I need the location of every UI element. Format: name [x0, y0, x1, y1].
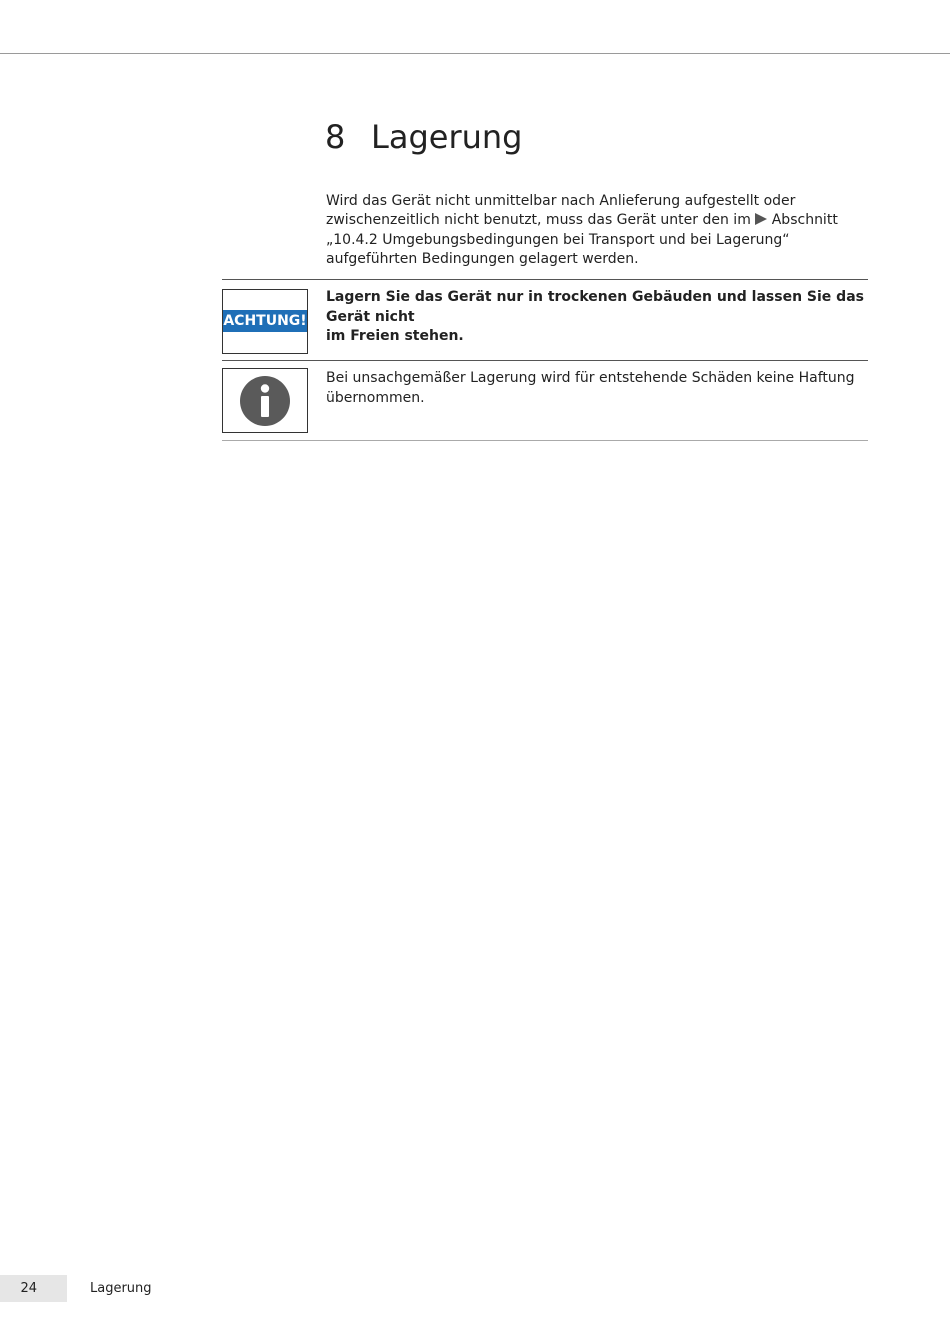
info-top-rule — [222, 360, 868, 361]
chapter-number: 8 — [325, 118, 346, 156]
footer-section-label: Lagerung — [90, 1281, 152, 1296]
chapter-title: Lagerung — [371, 118, 523, 156]
page-number: 24 — [20, 1281, 38, 1296]
info-text — [326, 369, 866, 408]
warning-top-rule — [222, 279, 868, 280]
intro-line-3: „10.4.2 Umgebungsbedingungen bei Transport und bei Lagerung“ — [326, 231, 790, 248]
cross-reference-link[interactable]: Abschnitt — [771, 212, 838, 229]
intro-line-1: Wird das Gerät nicht unmittelbar nach Anlieferung aufgestellt oder — [326, 193, 796, 209]
intro-line-4: aufgeführten Bedingungen gelagert werden. — [326, 250, 639, 267]
info-text-line-1: Bei unsachgemäßer Lagerung wird für entstehende Schäden keine Haftung — [326, 370, 855, 386]
warning-text — [326, 288, 866, 347]
warning-text-line-2: im Freien stehen. — [326, 328, 464, 344]
info-bottom-rule — [222, 440, 868, 441]
info-symbol-box — [222, 368, 308, 433]
info-icon — [240, 376, 290, 426]
info-text-line-2: übernommen. — [326, 389, 425, 406]
page-number-box — [0, 1275, 67, 1302]
warning-text-line-1: Lagern Sie das Gerät nur in trockenen Gebäuden und lassen Sie das Gerät nicht — [326, 289, 864, 325]
achtung-label: ACHTUNG! — [223, 310, 307, 332]
header-rule — [0, 53, 950, 54]
intro-paragraph — [326, 192, 866, 269]
warning-symbol-box — [222, 289, 308, 354]
intro-line-2-pre: zwischenzeitlich nicht benutzt, muss das Gerät unter den im — [326, 212, 751, 229]
triangle-right-icon — [755, 213, 767, 225]
chapter-heading — [325, 118, 522, 156]
